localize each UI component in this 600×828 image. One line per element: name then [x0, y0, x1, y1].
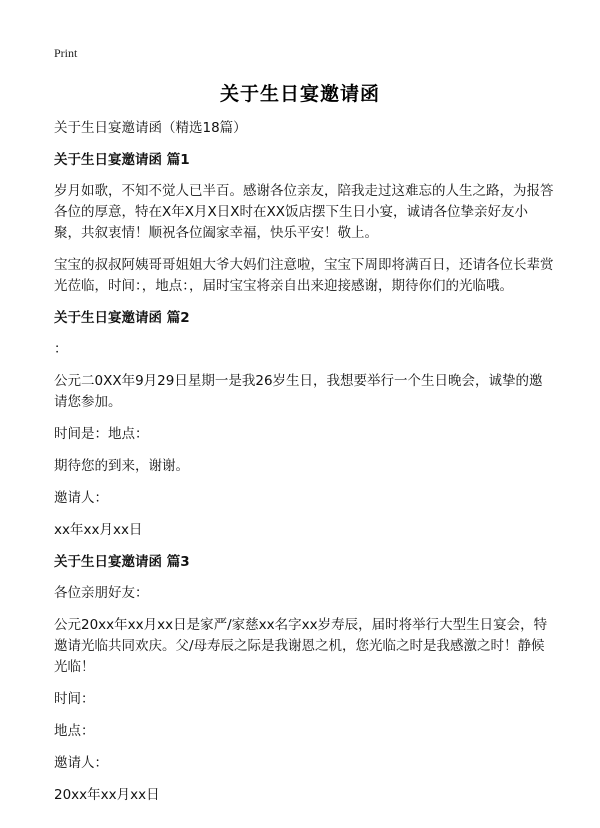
paragraph: 岁月如歌，不知不觉人已半百。感谢各位亲友，陪我走过这难忘的人生之路，为报答各位的厚意，特在X年X月X日X时在XX饭店摆下生日小宴，诚请各位挚亲好友小聚，共叙衷情！顺祝各位阖家幸福，快乐平安！敬上。	[54, 183, 554, 241]
paragraph: 公元20xx年xx月xx日是家严/家慈xx名字xx岁寿辰，届时将举行大型生日宴会，特邀请光临共同欢庆。父/母寿辰之际是我谢恩之机，您光临之时是我感激之时！静候光临！	[54, 617, 548, 675]
paragraph: 各位亲朋好友：	[54, 585, 149, 601]
page-title: 关于生日宴邀请函	[219, 83, 380, 105]
section-3	[54, 552, 554, 806]
paragraph: xx年xx月xx日	[54, 522, 143, 538]
paragraph: 公元二0XX年9月29日星期一是我26岁生日，我想要举行一个生日晚会，诚挚的邀请您参加。	[54, 373, 543, 410]
section-heading: 关于生日宴邀请函 篇3	[54, 554, 190, 570]
paragraph: 时间：	[54, 691, 95, 707]
document-subtitle: 关于生日宴邀请函（精选18篇）	[54, 120, 247, 136]
paragraph: 20xx年xx月xx日	[54, 787, 160, 803]
paragraph: 地点：	[54, 723, 95, 739]
print-link[interactable]: Print	[54, 46, 78, 60]
paragraph: 邀请人：	[54, 755, 108, 771]
section-heading: 关于生日宴邀请函 篇2	[54, 310, 190, 326]
document-body	[54, 118, 554, 817]
paragraph: 宝宝的叔叔阿姨哥哥姐姐大爷大妈们注意啦，宝宝下周即将满百日，还请各位长辈赏光莅临，时间：，地点：，届时宝宝将亲自出来迎接感谢，期待你们的光临哦。	[54, 257, 554, 294]
section-1	[54, 150, 554, 297]
paragraph: 邀请人：	[54, 490, 108, 506]
paragraph: ：	[54, 341, 68, 357]
section-2	[54, 308, 554, 541]
section-heading: 关于生日宴邀请函 篇1	[54, 152, 190, 168]
paragraph: 期待您的到来，谢谢。	[54, 458, 189, 474]
paragraph: 时间是：地点：	[54, 426, 149, 442]
